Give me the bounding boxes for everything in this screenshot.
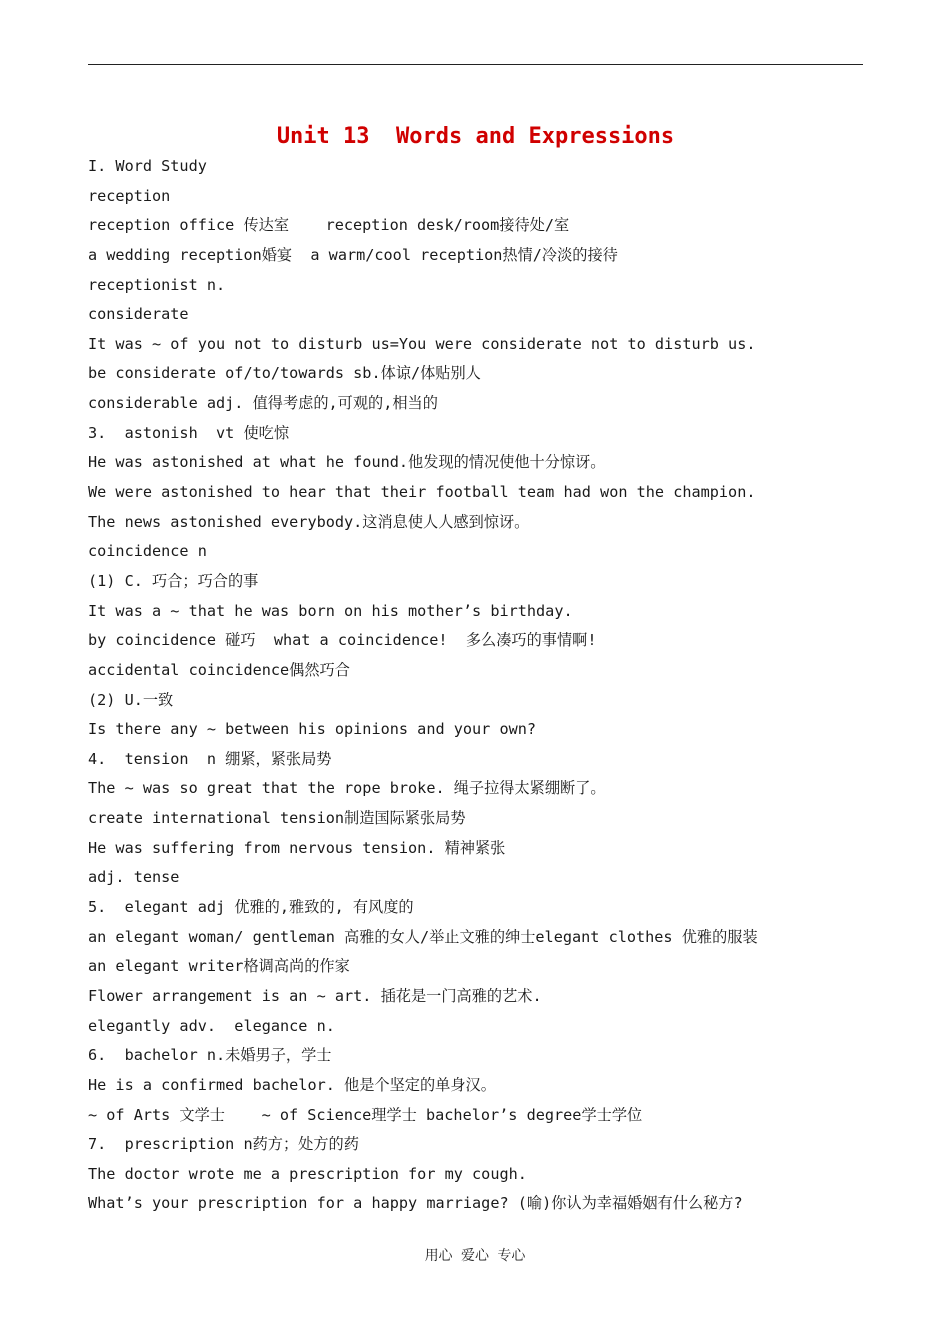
text-line: receptionist n. [88, 275, 226, 294]
text-line: What’s your prescription for a happy marriage? (喻)你认为幸福婚姻有什么秘方? [88, 1194, 743, 1213]
text-line: He was suffering from nervous tension. 精神紧张 [88, 838, 506, 857]
text-line: 4. tension n 绷紧，紧张局势 [88, 749, 332, 768]
text-line: an elegant woman/ gentleman 高雅的女人/举止文雅的绅士elegant clothes 优雅的服装 [88, 927, 758, 946]
text-line: The news astonished everybody.这消息使人人感到惊讶。 [88, 512, 530, 531]
document-body [88, 152, 863, 1219]
text-line: coincidence n [88, 542, 207, 561]
text-line: elegantly adv. elegance n. [88, 1016, 335, 1035]
text-line: 3. astonish vt 使吃惊 [88, 423, 290, 442]
text-line: 5. elegant adj 优雅的,雅致的, 有风度的 [88, 898, 414, 917]
text-line: We were astonished to hear that their football team had won the champion. [88, 483, 756, 502]
text-line: The ~ was so great that the rope broke. 绳子拉得太紧绷断了。 [88, 779, 606, 798]
text-line: reception [88, 186, 171, 205]
text-line: It was ~ of you not to disturb us=You were considerate not to disturb us. [88, 334, 756, 353]
text-line: reception office 传达室 reception desk/room接待处/室 [88, 216, 570, 235]
page-footer: 用心 爱心 专心 [424, 1248, 526, 1264]
text-line: He is a confirmed bachelor. 他是个坚定的单身汉。 [88, 1075, 496, 1094]
text-line: an elegant writer格调高尚的作家 [88, 957, 350, 976]
text-line: The doctor wrote me a prescription for my cough. [88, 1164, 527, 1183]
text-line: It was a ~ that he was born on his mother’s birthday. [88, 601, 573, 620]
text-line: a wedding reception婚宴 a warm/cool reception热情/冷淡的接待 [88, 245, 618, 264]
text-line: create international tension制造国际紧张局势 [88, 809, 466, 828]
text-line: ~ of Arts 文学士 ~ of Science理学士 bachelor’s degree学士学位 [88, 1105, 643, 1124]
text-line: adj. tense [88, 868, 180, 887]
text-line: (2) U.一致 [88, 690, 174, 709]
header-rule [88, 64, 863, 65]
text-line: I. Word Study [88, 157, 207, 175]
text-line: considerable adj. 值得考虑的,可观的,相当的 [88, 394, 438, 413]
text-line: by coincidence 碰巧 what a coincidence! 多么凑巧的事情啊! [88, 631, 597, 650]
text-line: accidental coincidence偶然巧合 [88, 660, 350, 679]
text-line: (1) C. 巧合；巧合的事 [88, 571, 259, 590]
text-line: considerate [88, 305, 189, 324]
text-line: He was astonished at what he found.他发现的情况使他十分惊讶。 [88, 453, 606, 472]
text-line: be considerate of/to/towards sb.体谅/体贴别人 [88, 364, 481, 383]
text-line: 6. bachelor n.未婚男子，学士 [88, 1046, 332, 1065]
text-line: Is there any ~ between his opinions and your own? [88, 720, 537, 739]
page-title: Unit 13 Words and Expressions [276, 124, 675, 149]
text-line: Flower arrangement is an ~ art. 插花是一门高雅的艺术. [88, 986, 542, 1005]
text-line: 7. prescription n药方；处方的药 [88, 1135, 359, 1154]
